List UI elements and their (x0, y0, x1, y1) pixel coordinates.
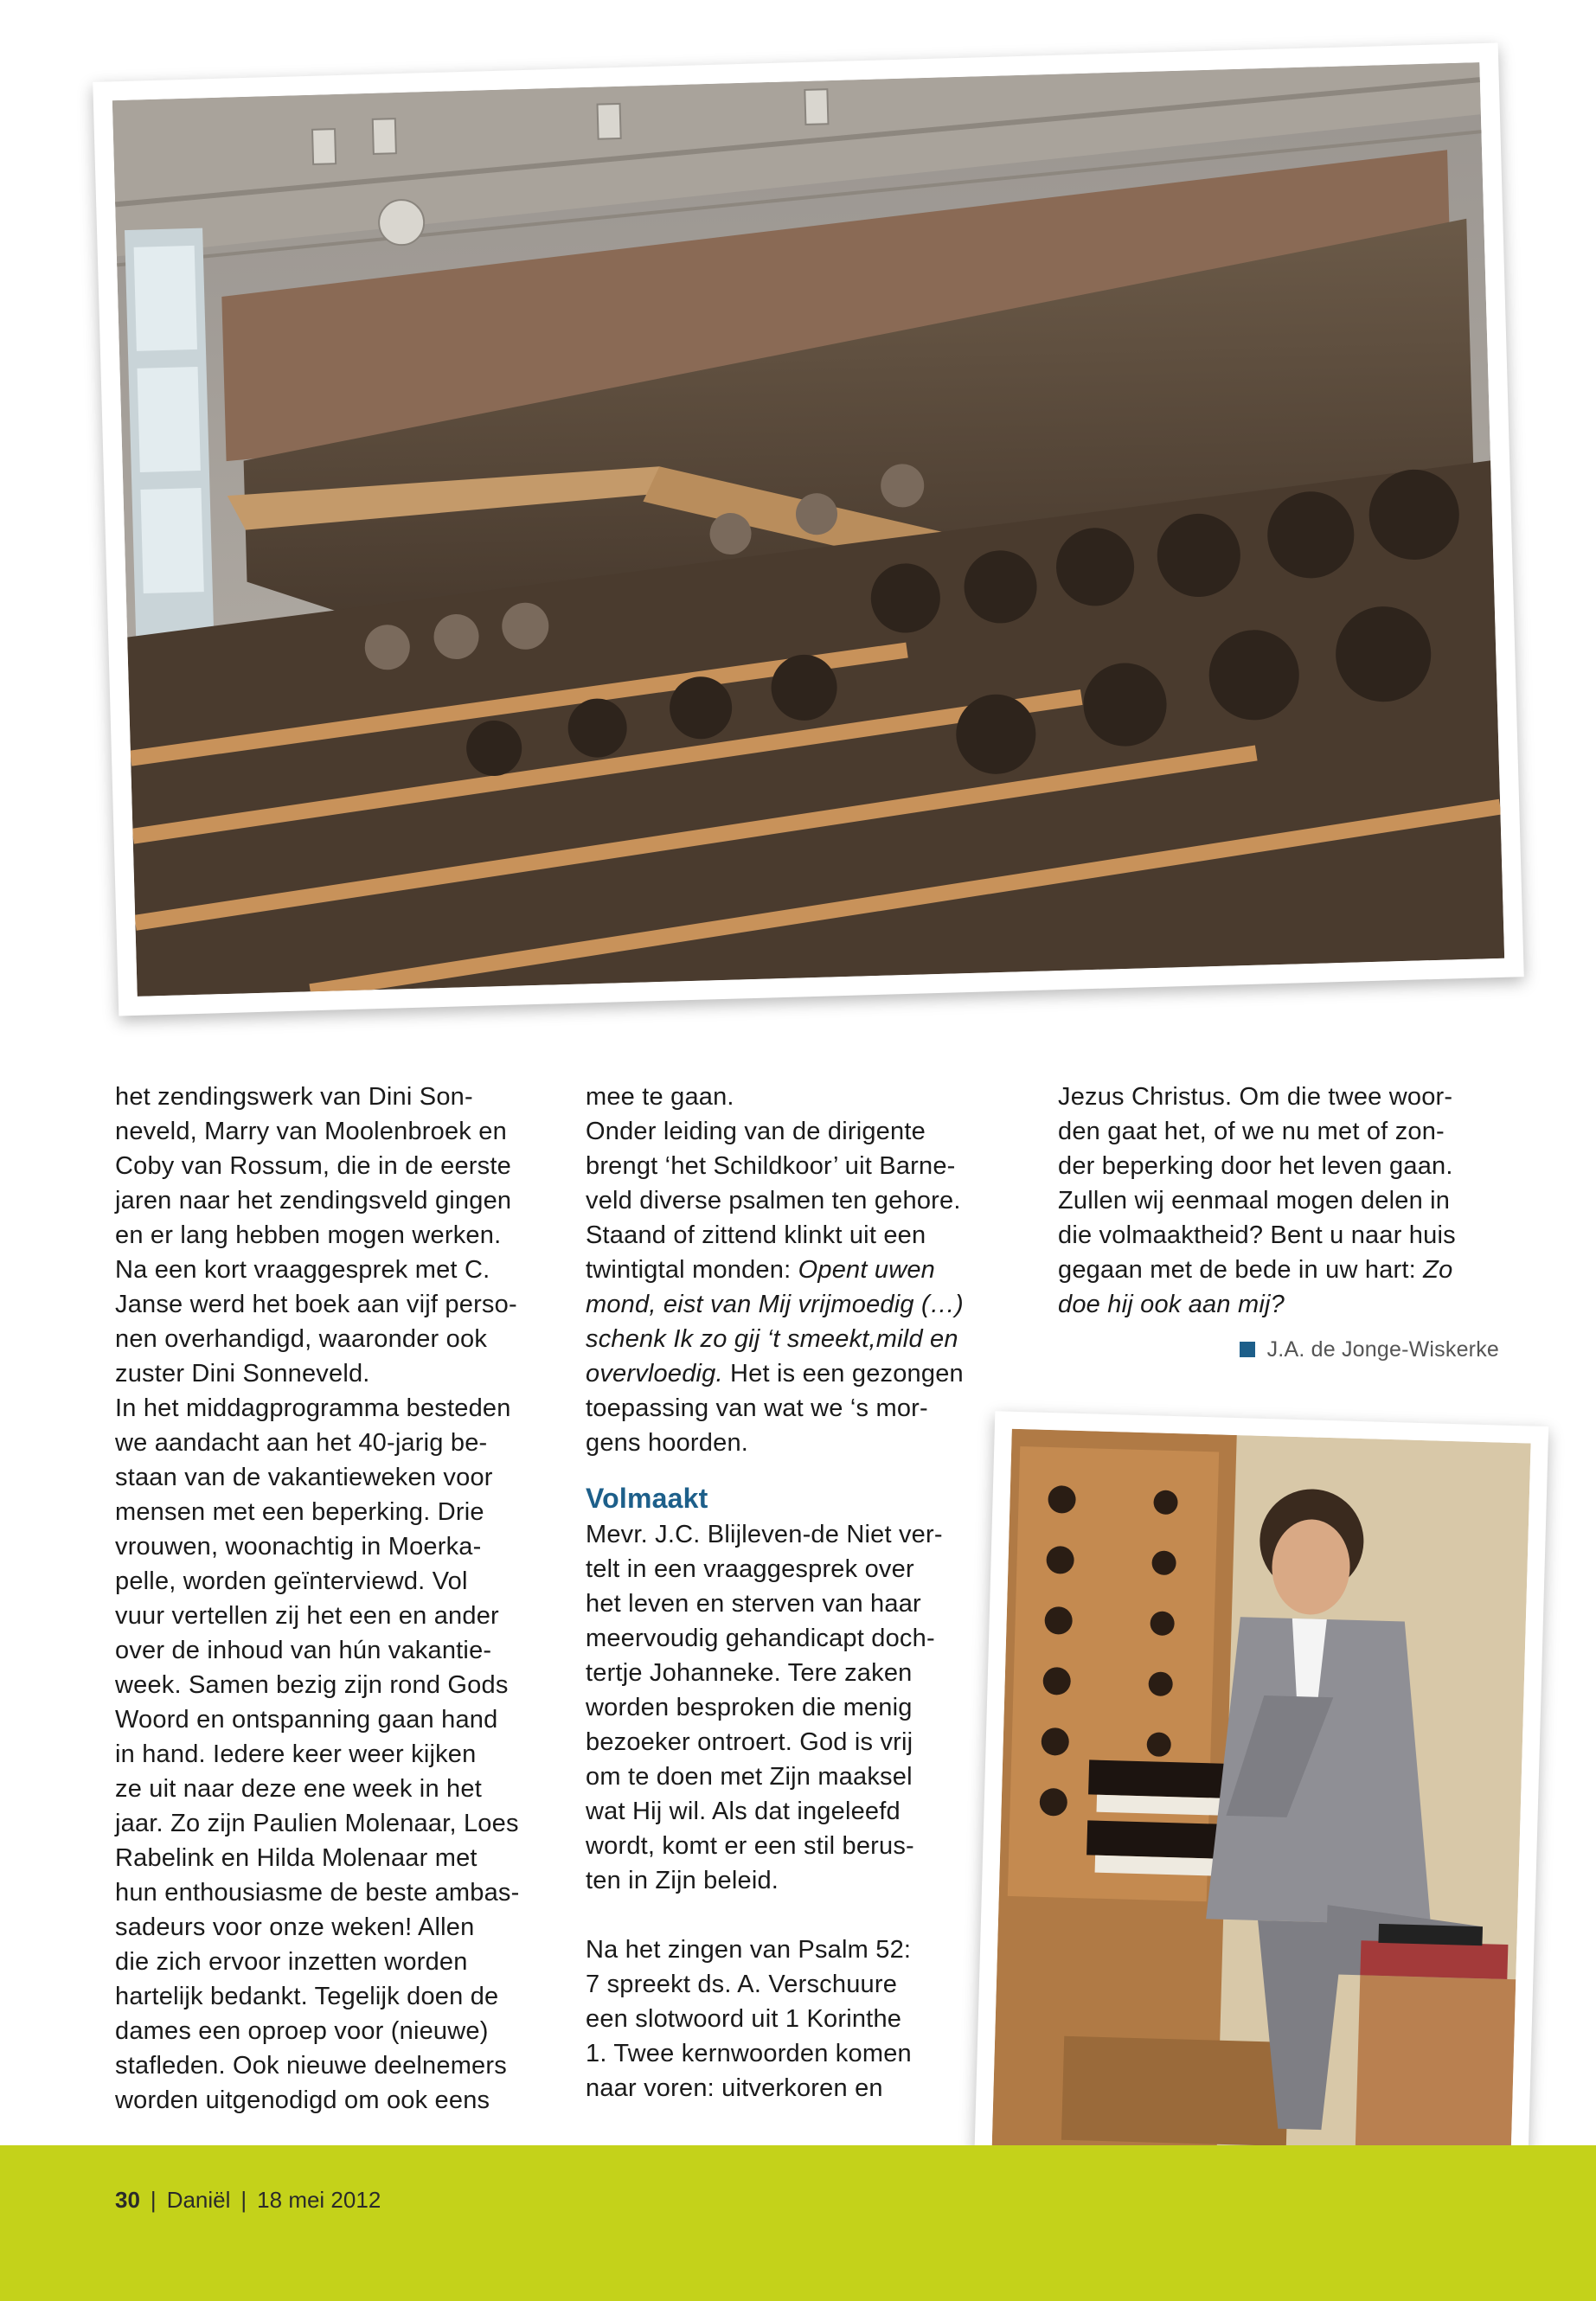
paragraph: In het middagprogramma besteden we aandacht aan het 40-jarig be- staan van de vakantieweken voor mensen met een beperking. Drie vrouwen, woonachtig in Moerka- pelle, worden geïnterviewd. Vol vuur vertellen zij het een en ander over de inhoud van hún vakantie- week. Samen bezig zijn rond Gods Woord en ontspanning gaan hand in hand. Iedere keer weer kijken ze uit naar deze ene week in het jaar. Zo zijn Paulien Molenaar, Loes Rabelink en Hilda Molenaar met hun enthousiasme de beste ambas- sadeurs voor onze weken! Allen die zich ervoor inzetten worden hartelijk bedankt. Tegelijk doen de dames een oproep voor (nieuwe) stafleden. Ook nieuwe deelnemers worden uitgenodigd om ook eens (115, 1394, 520, 2114)
page-number: 30 (115, 2187, 140, 2213)
paragraph (1058, 1080, 1499, 1322)
psalm-quote: Opent uwen mond, eist van Mij vrijmoedig (…) schenk Ik zo gij ‘t smeekt,mild en overvloedig. (586, 1256, 964, 1388)
issue-date: 18 mei 2012 (257, 2187, 381, 2213)
paragraph: Na het zingen van Psalm 52: 7 spreekt ds. A. Verschuure een slotwoord uit 1 Korinthe 1. Twee kernwoorden komen naar voren: uitverkoren en (586, 1936, 912, 2102)
organist-photo (974, 1411, 1548, 2188)
church-audience-image (112, 62, 1504, 997)
closing-quote: Zo doe hij ook aan mij? (1058, 1256, 1453, 1318)
author-name: J.A. de Jonge-Wiskerke (1266, 1337, 1499, 1362)
magazine-name: Daniël (166, 2187, 231, 2213)
section-heading: Volmaakt (586, 1483, 708, 1514)
paragraph: het zendingswerk van Dini Son- neveld, Marry van Moolenbroek en Coby van Rossum, die in de eerste jaren naar het zendingsveld gingen en er lang hebben mogen werken. Na een kort vraaggesprek met C. Janse werd het boek aan vijf perso- nen overhandigd, waaronder ook zuster Dini Sonneveld. (115, 1083, 517, 1388)
folio-separator: | (150, 2187, 157, 2213)
paragraph-spacer (586, 1898, 992, 1932)
text-run: Het is een gezongen toepassing van wat we ‘s mor- gens hoorden. (586, 1360, 964, 1457)
square-bullet-icon (1240, 1342, 1255, 1357)
folio-separator: | (240, 2187, 247, 2213)
author-byline (1058, 1332, 1499, 1367)
organist-image (991, 1429, 1530, 2170)
text-run: Onder leiding van de dirigente brengt ‘het Schildkoor’ uit Barne- veld diverse psalmen ten gehore. Staand of zittend klinkt uit een twintigtal monden: (586, 1118, 961, 1284)
paragraph: mee te gaan. (586, 1083, 734, 1111)
footer-band (0, 2145, 1596, 2301)
text-column-3 (1058, 1080, 1499, 1367)
church-audience-photo (93, 43, 1524, 1016)
text-run: Jezus Christus. Om die twee woor- den gaat het, of we nu met of zon- der beperking door het leven gaan. Zullen wij eenmaal mogen delen in die volmaaktheid? Bent u naar huis gegaan met de bede in uw hart: (1058, 1083, 1456, 1284)
text-column-2 (586, 1080, 992, 2106)
paragraph (586, 1114, 992, 1460)
page-folio (115, 2187, 381, 2214)
paragraph: Mevr. J.C. Blijleven-de Niet ver- telt in een vraaggesprek over het leven en sterven van haar meervoudig gehandicapt doch- tertje Johanneke. Tere zaken worden besproken die menig bezoeker ontroert. God is vrij om te doen met Zijn maaksel wat Hij wil. Als dat ingeleefd wordt, komt er een stil berus- ten in Zijn beleid. (586, 1521, 943, 1894)
text-column-1 (115, 1080, 552, 2118)
